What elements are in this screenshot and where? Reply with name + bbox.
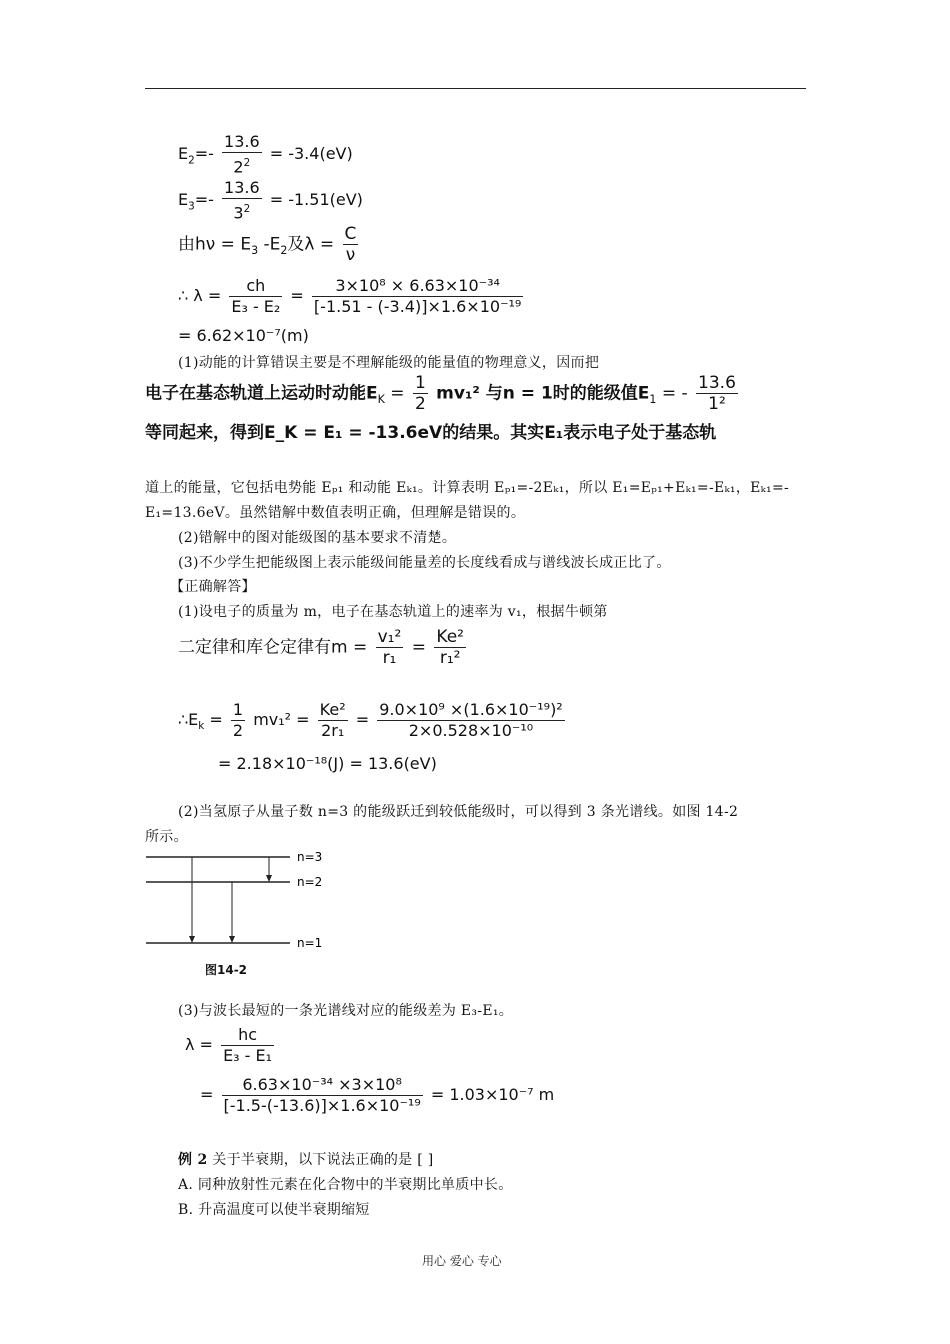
equation-e2: $E_2=-$ $\frac{13.6}{2^2}$ = -3.4(eV) [178, 132, 353, 177]
level-label-n1: n=1 [297, 936, 323, 950]
bold-equation-line: 电子在基态轨道上运动时动能$E_K$ = $\frac{1}{2}$ mv₁² 与n = 1时的能级值$E_1$ = - $\frac{13.6}{\text{1²}}$ [145, 373, 736, 414]
paragraph: (1)设电子的质量为 m，电子在基态轨道上的速率为 v₁，根据牛顿第 [178, 604, 608, 620]
equation-e3: $E_3=-$ $\frac{13.6}{3^2}$ = -1.51(eV) [178, 178, 363, 223]
paragraph: (3)不少学生把能级图上表示能级间能量差的长度线看成与谱线波长成正比了。 [178, 555, 671, 571]
level-label-n3: n=3 [297, 850, 323, 864]
paragraph: 道上的能量，它包括电势能 Eₚ₁ 和动能 Eₖ₁。计算表明 Eₚ₁=-2Eₖ₁，所以 E₁=Eₚ₁+Eₖ₁=-Eₖ₁，Eₖ₁=- [145, 480, 790, 496]
section-heading: 【正确解答】 [170, 579, 256, 595]
level-label-n2: n=2 [297, 875, 323, 889]
paragraph: (2)错解中的图对能级图的基本要求不清楚。 [178, 530, 457, 546]
equation-hv: 由$h\nu = E_3$ $-E_2$及λ = $\frac{C}{\nu}$ [178, 224, 357, 265]
figure-caption: 图14-2 [205, 963, 248, 977]
paragraph: 所示。 [145, 829, 188, 845]
paragraph: (3)与波长最短的一条光谱线对应的能级差为 E₃-E₁。 [178, 1003, 514, 1019]
arrowhead-icon [266, 875, 272, 882]
option-b: B. 升高温度可以使半衰期缩短 [178, 1202, 370, 1218]
equation-newton-coulomb: 二定律和库仑定律有m = $\frac{\text{v₁²}}{\text{r₁}}$ = $\frac{\text{Ke²}}{\text{r₁²}}$ [178, 627, 464, 668]
header-rule [145, 88, 806, 89]
arrowhead-icon [189, 936, 195, 943]
equation-lambda-value: = $\frac{\text{6.63×10⁻³⁴ ×3×10⁸}}{\text{[-1.5-(-13.6)]×1.6×10⁻¹⁹}}$ = 1.03×10⁻⁷ m [200, 1075, 555, 1115]
paragraph: (1)动能的计算错误主要是不理解能级的能量值的物理意义，因而把 [178, 355, 600, 371]
page-footer: 用心 爱心 专心 [422, 1254, 502, 1268]
equation-lambda-hc: λ = $\frac{hc}{\text{E₃ - E₁}}$ [185, 1025, 273, 1065]
equation-lambda: ∴ λ = $\frac{ch}{\text{E₃ - E₂}}$ = $\frac{\text{3×10⁸ × 6.63×10⁻³⁴}}{\text{[-1.51 - (-3.4)]×1.6×10⁻¹⁹}}$ [178, 276, 522, 316]
equation-lambda-result: = 6.62×10⁻⁷(m) [178, 326, 309, 345]
arrowhead-icon [229, 936, 235, 943]
bold-text-line: 等同起来，得到E_K = E₁ = -13.6eV的结果。其实E₁表示电子处于基态轨 [145, 423, 717, 443]
example-heading: 例 2 关于半衰期，以下说法正确的是 [ ] [178, 1152, 434, 1168]
equation-ek-result: = 2.18×10⁻¹⁸(J) = 13.6(eV) [218, 754, 437, 773]
equation-ek: $\therefore E_k$ = $\frac{1}{2}$ mv₁² = $\frac{\text{Ke²}}{\text{2r₁}}$ = $\frac{\text{9.0×10⁹ ×(1.6×10⁻¹⁹)²}}{\text{2×0.528×10⁻¹⁰}}$ [178, 700, 563, 740]
option-a: A. 同种放射性元素在化合物中的半衰期比单质中长。 [178, 1177, 513, 1193]
paragraph: (2)当氢原子从量子数 n=3 的能级跃迁到较低能级时，可以得到 3 条光谱线。如图 14-2 [178, 804, 739, 820]
paragraph: E₁=13.6eV。虽然错解中数值表明正确，但理解是错误的。 [145, 505, 526, 521]
